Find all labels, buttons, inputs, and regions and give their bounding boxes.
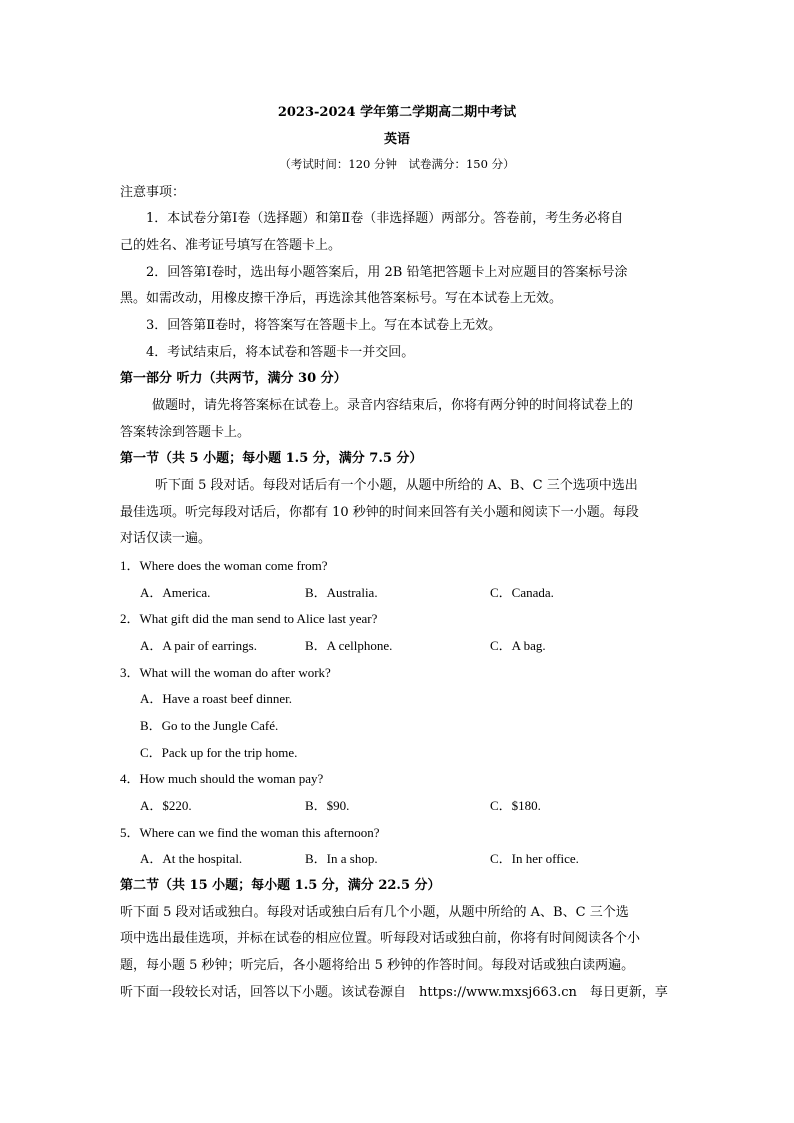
option-a: A．At the hospital. xyxy=(140,851,243,866)
question-stem: 1．Where does the woman come from? xyxy=(120,558,328,573)
option-b: B．$90. xyxy=(305,798,350,813)
notice-item: 3．回答第Ⅱ卷时，将答案写在答题卡上。写在本试卷上无效。 xyxy=(146,318,502,333)
notice-item: 4．考试结束后，将本试卷和答题卡一并交回。 xyxy=(146,345,415,360)
option-a: A．America. xyxy=(140,585,211,600)
notice-item: 2．回答第Ⅰ卷时，选出每小题答案后，用 2B 铅笔把答题卡上对应题目的答案标号涂 xyxy=(146,265,628,280)
question-stem: 3．What will the woman do after work? xyxy=(120,665,331,680)
section2-intro: 题，每小题 5 秒钟；听完后，各小题将给出 5 秒钟的作答时间。每段对话或独白读两遍。 xyxy=(120,958,635,973)
option-a: A．$220. xyxy=(140,798,192,813)
question-stem: 4．How much should the woman pay? xyxy=(120,771,324,786)
exam-timing: （考试时间：120 分钟 试卷满分：150 分） xyxy=(279,157,515,171)
option-b: B．A cellphone. xyxy=(305,638,393,653)
option-b: B．Australia. xyxy=(305,585,378,600)
subject-title: 英语 xyxy=(383,132,410,147)
section1-heading: 第一节（共 5 小题；每小题 1.5 分，满分 7.5 分） xyxy=(120,451,423,466)
option-a: A．Have a roast beef dinner. xyxy=(140,691,292,706)
option-b: B．Go to the Jungle Café. xyxy=(140,718,279,733)
section1-intro: 最佳选项。听完每段对话后，你都有 10 秒钟的时间来回答有关小题和阅读下一小题。每段 xyxy=(120,505,639,520)
notice-heading: 注意事项： xyxy=(120,185,186,200)
question-stem: 5．Where can we find the woman this afternoon? xyxy=(120,825,380,840)
section2-intro: 听下面 5 段对话或独白。每段对话或独白后有几个小题，从题中所给的 A、B、C 三个选 xyxy=(120,905,629,920)
option-c: C．In her office. xyxy=(490,851,579,866)
part1-heading: 第一部分 听力（共两节，满分 30 分） xyxy=(120,371,347,386)
part1-intro: 答案转涂到答题卡上。 xyxy=(120,425,251,440)
option-a: A．A pair of earrings. xyxy=(140,638,257,653)
question-stem: 2．What gift did the man send to Alice last year? xyxy=(120,611,378,626)
option-c: C．Pack up for the trip home. xyxy=(140,745,298,760)
notice-item: 黑。如需改动，用橡皮擦干净后，再选涂其他答案标号。写在本试卷上无效。 xyxy=(120,291,563,306)
part1-intro: 做题时，请先将答案标在试卷上。录音内容结束后，你将有两分钟的时间将试卷上的 xyxy=(152,398,634,413)
notice-item: 1．本试卷分第Ⅰ卷（选择题）和第Ⅱ卷（非选择题）两部分。答卷前，考生务必将自 xyxy=(146,211,624,226)
exam-title: 2023-2024 学年第二学期高二期中考试 xyxy=(277,105,517,120)
section1-intro: 对话仅读一遍。 xyxy=(120,531,212,546)
section1-intro: 听下面 5 段对话。每段对话后有一个小题，从题中所给的 A、B、C 三个选项中选出 xyxy=(155,478,638,493)
option-c: C．$180. xyxy=(490,798,541,813)
notice-item: 己的姓名、准考证号填写在答题卡上。 xyxy=(120,238,342,253)
section2-intro: 听下面一段较长对话，回答以下小题。该试卷源自 https://www.mxsj663.cn 每日更新，享 xyxy=(120,985,668,1000)
option-c: C．A bag. xyxy=(490,638,546,653)
section2-heading: 第二节（共 15 小题；每小题 1.5 分，满分 22.5 分） xyxy=(120,878,441,893)
section2-intro: 项中选出最佳选项，并标在试卷的相应位置。听每段对话或独白前，你将有时间阅读各个小 xyxy=(120,931,641,946)
option-c: C．Canada. xyxy=(490,585,554,600)
option-b: B．In a shop. xyxy=(305,851,378,866)
